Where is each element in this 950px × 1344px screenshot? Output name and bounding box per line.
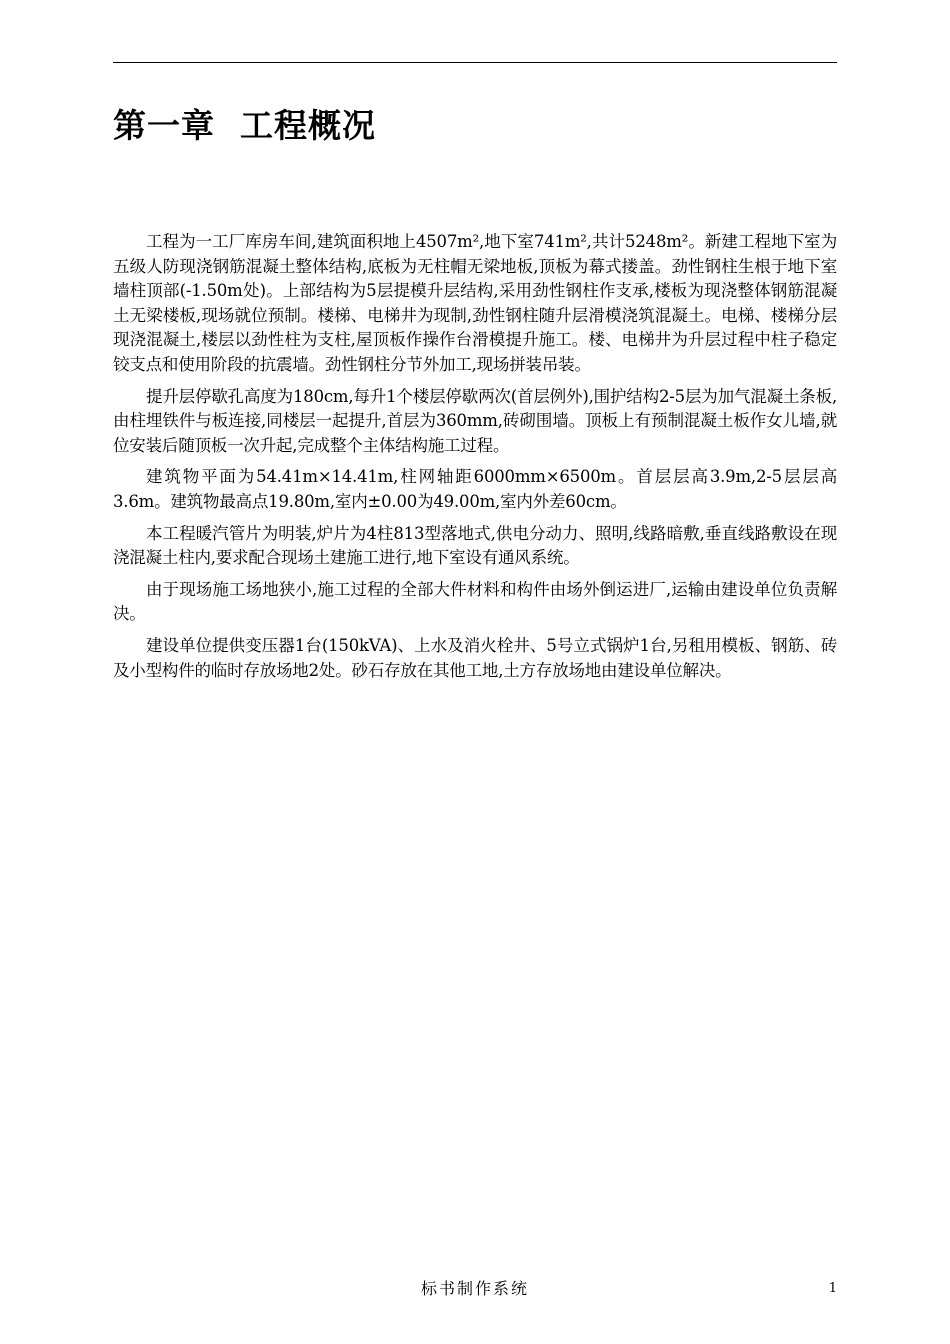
paragraph-transport: 由于现场施工场地狭小,施工过程的全部大件材料和构件由场外倒运进厂,运输由建设单位负责解决。 bbox=[113, 579, 837, 624]
body-text bbox=[113, 230, 837, 690]
paragraph-overview: 工程为一工厂库房车间,建筑面积地上4507m²,地下室741m²,共计5248m²。新建工程地下室为五级人防现浇钢筋混凝土整体结构,底板为无柱帽无梁地板,顶板为幕式搂盖。劲性钢柱生根于地下室墙柱顶部(-1.50m处)。上部结构为5层提模升层结构,采用劲性钢柱作支承,楼板为现浇整体钢筋混凝土无梁楼板,现场就位预制。楼梯、电梯井为现制,劲性钢柱随升层滑模浇筑混凝土。电梯、楼梯分层现浇混凝土,楼层以劲性柱为支柱,屋顶板作操作台滑模提升施工。楼、电梯井为升层过程中柱子稳定铰支点和使用阶段的抗震墙。劲性钢柱分节外加工,现场拼装吊装。 bbox=[113, 232, 837, 374]
page-number: 1 bbox=[828, 1281, 837, 1296]
paragraph-dimensions: 建筑物平面为54.41m×14.41m,柱网轴距6000mm×6500m。首层层高3.9m,2-5层层高3.6m。建筑物最高点19.80m,室内±0.00为49.00m,室内外差60cm。 bbox=[113, 467, 837, 511]
chapter-title: 第一章 工程概况 bbox=[113, 106, 376, 145]
footer-title: 标书制作系统 bbox=[420, 1279, 529, 1298]
paragraph-lift-levels: 提升层停歇孔高度为180cm,每升1个楼层停歇两次(首层例外),围护结构2-5层为加气混凝土条板,由柱埋铁件与板连接,同楼层一起提升,首层为360mm,砖砌围墙。顶板上有预制混凝土板作女儿墙,就位安装后随顶板一次升起,完成整个主体结构施工过程。 bbox=[113, 386, 837, 455]
paragraph-mep: 本工程暖汽管片为明装,炉片为4柱813型落地式,供电分动力、照明,线路暗敷,垂直线路敷设在现浇混凝土柱内,要求配合现场土建施工进行,地下室设有通风系统。 bbox=[113, 523, 837, 568]
header-rule bbox=[113, 62, 837, 63]
paragraph-site-provisions: 建设单位提供变压器1台(150kVA)、上水及消火栓井、5号立式锅炉1台,另租用模板、钢筋、砖及小型构件的临时存放场地2处。砂石存放在其他工地,土方存放场地由建设单位解决。 bbox=[113, 635, 837, 680]
